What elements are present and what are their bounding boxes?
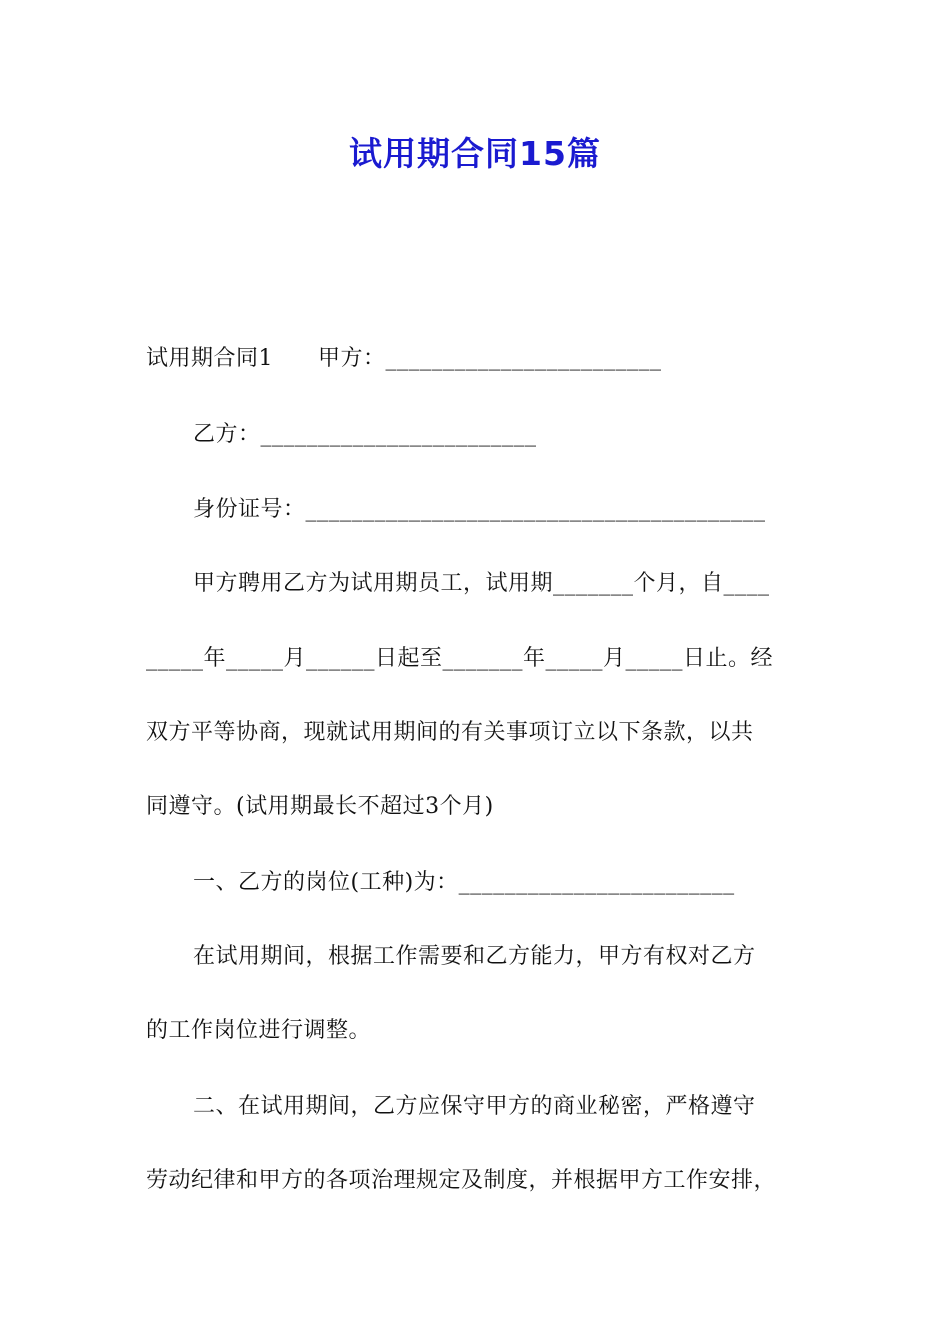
party-b-line: 乙方：________________________ xyxy=(193,422,537,447)
clause-two-line: 二、在试用期间，乙方应保守甲方的商业秘密，严格遵守 xyxy=(193,1094,756,1119)
contract-heading-party-a: 试用期合同1 甲方：________________________ xyxy=(146,346,662,371)
paragraph-line: 同遵守。(试用期最长不超过3个月) xyxy=(146,794,494,819)
paragraph-line: 劳动纪律和甲方的各项治理规定及制度，并根据甲方工作安排， xyxy=(146,1168,777,1193)
id-number-line: 身份证号：________________________________________ xyxy=(193,497,766,522)
paragraph-line: 在试用期间，根据工作需要和乙方能力，甲方有权对乙方 xyxy=(193,944,756,969)
paragraph-line: 甲方聘用乙方为试用期员工，试用期_______个月，自____ xyxy=(193,571,770,596)
paragraph-line: 双方平等协商，现就试用期间的有关事项订立以下条款，以共 xyxy=(146,720,754,745)
paragraph-line: 的工作岗位进行调整。 xyxy=(146,1018,372,1043)
clause-one-line: 一、乙方的岗位(工种)为：________________________ xyxy=(193,870,735,895)
document-title: 试用期合同15篇 xyxy=(349,134,601,173)
paragraph-line: _____年_____月______日起至_______年_____月_____日止。经 xyxy=(146,646,774,671)
